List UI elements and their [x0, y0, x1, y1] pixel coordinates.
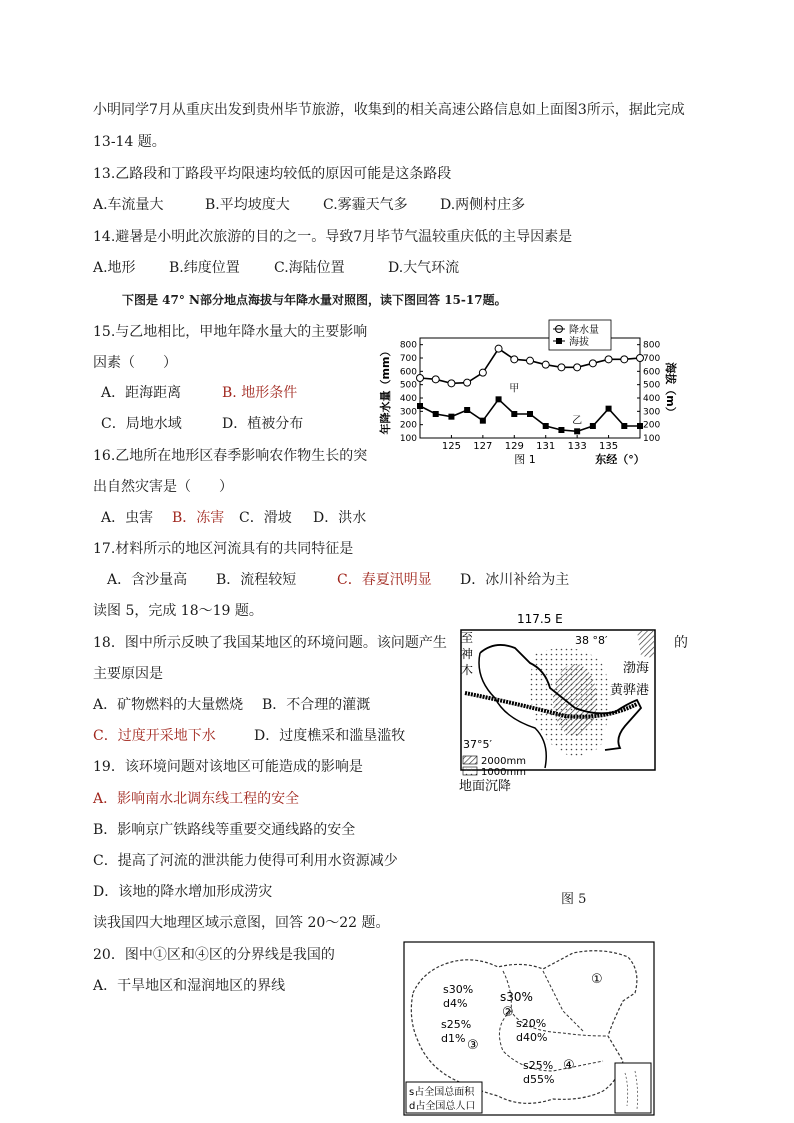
- q18-stem-1-tail: 的: [674, 635, 688, 651]
- q16-stem-2: 出自然灾害是（ ）: [93, 479, 233, 495]
- precip-point: [479, 369, 486, 376]
- to-shenmu-label-2: 神: [461, 647, 474, 661]
- x-tick-label: 133: [567, 441, 587, 452]
- q15-stem-1: 15.与乙地相比，甲地年降水量大的主要影响: [93, 324, 368, 340]
- q13-option-a: A.车流量大: [93, 197, 164, 213]
- read-region-map: 读我国四大地理区域示意图，回答 20～22 题。: [93, 915, 390, 931]
- bohai-label: 渤海: [623, 661, 650, 676]
- y-tick-label-left: 700: [399, 354, 417, 364]
- zone-4-s: s25%: [523, 1059, 554, 1072]
- q18-option-c: C．过度开采地下水: [93, 728, 216, 744]
- land-subsidence-map: [455, 608, 665, 813]
- y-tick-label-left: 800: [399, 340, 417, 351]
- read-figure-5: 读图 5，完成 18～19 题。: [93, 603, 263, 619]
- precip-point: [637, 355, 644, 362]
- q20-option-a: A．干旱地区和湿润地区的界线: [93, 978, 286, 994]
- y-tick-label-left: 400: [399, 394, 417, 404]
- elevation-point: [511, 411, 517, 417]
- precip-point: [417, 375, 424, 382]
- q14-option-a: A.地形: [93, 260, 136, 276]
- plot-frame: [420, 338, 640, 438]
- to-shenmu-label-1: 至: [461, 631, 474, 645]
- precip-point: [542, 361, 549, 368]
- y-tick-label-right: 600: [643, 367, 661, 378]
- intro-line-2: 13-14 题。: [93, 134, 166, 150]
- precip-point: [448, 380, 455, 387]
- q19-option-b: B．影响京广铁路线等重要交通线路的安全: [93, 822, 356, 838]
- q18-option-b: B．不合理的灌溉: [262, 697, 371, 713]
- q13-option-b: B.平均坡度大: [205, 197, 290, 213]
- zone-1-label: ①: [591, 972, 603, 987]
- q19-stem: 19．该环境问题对该地区可能造成的影响是: [93, 759, 363, 775]
- to-shenmu-label-3: 木: [461, 663, 474, 677]
- x-tick-label: 125: [441, 441, 461, 452]
- q19-option-c: C．提高了河流的泄洪能力使得可利用水资源减少: [93, 853, 398, 869]
- lat-bottom-label: 37°5′: [463, 738, 492, 751]
- legend-1000: 1000mm: [481, 767, 526, 778]
- q17-option-d: D．冰川补给为主: [460, 572, 570, 588]
- y-tick-label-right: 300: [643, 407, 661, 418]
- q16-option-c: C．滑坡: [239, 510, 292, 526]
- elevation-point: [417, 403, 423, 409]
- annotation-yi: 乙: [572, 415, 583, 427]
- elevation-point: [574, 428, 580, 434]
- precip-point: [589, 360, 596, 367]
- elevation-point: [543, 423, 549, 429]
- q16-stem-1: 16.乙地所在地形区春季影响农作物生长的突: [93, 448, 368, 464]
- subsidence-2000-zone: [553, 664, 597, 736]
- zone-3-s: s30%: [500, 990, 533, 1004]
- annotation-jia: 甲: [509, 383, 520, 395]
- port-label: 黄骅港: [610, 683, 650, 698]
- q13-option-c: C.雾霾天气多: [323, 197, 408, 213]
- inset-box: [615, 1063, 651, 1113]
- q18-option-d: D．过度樵采和滥垦滥牧: [254, 728, 406, 744]
- q17-stem: 17.材料所示的地区河流具有的共同特征是: [93, 541, 354, 557]
- q20-stem: 20．图中①区和④区的分界线是我国的: [93, 947, 335, 963]
- legend-area: s占全国总面积: [409, 1087, 475, 1098]
- precip-point: [495, 345, 502, 352]
- elevation-point: [621, 423, 627, 429]
- q18-stem-2: 主要原因是: [93, 666, 163, 682]
- zone-3-s-val: s25%: [441, 1018, 472, 1031]
- precip-point: [432, 376, 439, 383]
- y-tick-label-left: 200: [399, 420, 417, 431]
- legend-population: d占全国总人口: [409, 1101, 476, 1112]
- precip-point: [621, 356, 628, 363]
- legend-hatch-icon: [463, 756, 477, 764]
- x-tick-label: 131: [536, 441, 556, 452]
- q18-option-a: A．矿物燃料的大量燃烧: [93, 697, 244, 713]
- q17-option-c: C．春夏汛明显: [337, 572, 432, 588]
- y-tick-label-right: 100: [643, 434, 661, 444]
- figure-5-caption: 图 5: [561, 892, 587, 907]
- q15-option-c: C．局地水域: [101, 416, 182, 432]
- elevation-point: [558, 427, 564, 433]
- zone-2-d: d40%: [516, 1031, 548, 1044]
- intro-line-1: 小明同学7月从重庆出发到贵州毕节旅游，收集到的相关高速公路信息如上面图3所示，据此完成: [93, 102, 685, 118]
- precip-point: [511, 356, 518, 363]
- zone-1-d: d4%: [443, 997, 468, 1010]
- china-regions-map: [403, 941, 655, 1116]
- zone-1-s: s30%: [443, 983, 474, 996]
- longitude-label: 117.5 E: [517, 612, 563, 626]
- elevation-point: [527, 411, 533, 417]
- precip-point: [527, 357, 534, 364]
- y-tick-label-left: 500: [399, 380, 417, 391]
- y-tick-label-left: 300: [399, 407, 417, 418]
- precip-point: [605, 356, 612, 363]
- legend-2000: 2000mm: [481, 756, 526, 767]
- q16-option-b: B．冻害: [172, 510, 225, 526]
- x-tick-label: 127: [473, 441, 493, 452]
- q17-option-b: B．流程较短: [216, 572, 297, 588]
- zone-3-label: ③: [467, 1038, 479, 1053]
- zone-3-d-val: d1%: [441, 1032, 466, 1045]
- y-axis-label-right: 海拔（m）: [664, 362, 677, 418]
- zone-4-label: ④: [563, 1058, 575, 1073]
- q13-option-d: D.两侧村庄多: [440, 197, 526, 213]
- q18-stem-1: 18．图中所示反映了我国某地区的环境问题。该问题产生: [93, 635, 447, 651]
- series-line-precipitation: [420, 349, 640, 384]
- zone-4-d: d55%: [523, 1073, 555, 1086]
- q14-stem: 14.避暑是小明此次旅游的目的之一。导致7月毕节气温较重庆低的主导因素是: [93, 229, 573, 245]
- legend-precip: 降水量: [569, 325, 599, 336]
- precip-point: [558, 364, 565, 371]
- q14-option-b: B.纬度位置: [169, 260, 240, 276]
- q13-stem: 13.乙路段和丁路段平均限速均较低的原因可能是这条路段: [93, 166, 452, 182]
- y-tick-label-right: 400: [643, 394, 661, 404]
- y-tick-label-right: 700: [643, 354, 661, 364]
- precipitation-elevation-chart: [375, 318, 675, 468]
- x-axis-label: 东经（°）: [595, 453, 645, 466]
- lat-top-label: 38 °8′: [575, 634, 608, 647]
- x-tick-label: 135: [599, 441, 619, 452]
- elevation-point: [464, 407, 470, 413]
- elevation-point: [606, 406, 612, 412]
- q19-option-a: A．影响南水北调东线工程的安全: [93, 791, 300, 807]
- elevation-point: [637, 423, 643, 429]
- legend-dots-icon: [463, 767, 477, 775]
- chart-caption: 图 1: [514, 453, 536, 466]
- x-tick-label: 129: [504, 441, 524, 452]
- precip-point: [464, 379, 471, 386]
- q15-option-a: A．距海距离: [101, 385, 182, 401]
- q15-option-b: B. 地形条件: [222, 385, 298, 401]
- chart-legend: [549, 320, 611, 350]
- q14-option-d: D.大气环流: [388, 260, 460, 276]
- y-tick-label-right: 500: [643, 380, 661, 391]
- zone-2-s: s20%: [516, 1017, 547, 1030]
- fig1-intro: 下图是 47° N部分地点海拔与年降水量对照图，读下图回答 15-17题。: [122, 293, 507, 307]
- y-tick-label-left: 100: [399, 434, 417, 444]
- q15-stem-2: 因素（ ）: [93, 355, 177, 371]
- q15-option-d: D．植被分布: [222, 416, 304, 432]
- q14-option-c: C.海陆位置: [274, 260, 345, 276]
- elevation-point: [448, 414, 454, 420]
- y-tick-label-right: 200: [643, 420, 661, 431]
- elevation-point: [496, 396, 502, 402]
- precip-point: [574, 364, 581, 371]
- elevation-point: [433, 411, 439, 417]
- q17-option-a: A．含沙量高: [107, 572, 188, 588]
- y-tick-label-right: 800: [643, 340, 661, 351]
- q19-option-d: D．该地的降水增加形成涝灾: [93, 884, 273, 900]
- y-tick-label-left: 600: [399, 367, 417, 378]
- elevation-point: [590, 423, 596, 429]
- elevation-point: [480, 418, 486, 424]
- zone-2-label: ②: [502, 1005, 514, 1020]
- y-axis-label-left: 年降水量（mm）: [379, 345, 392, 435]
- legend-elev: 海拔: [569, 337, 589, 348]
- map-title: 地面沉降: [459, 779, 512, 794]
- q16-option-d: D．洪水: [313, 510, 367, 526]
- q16-option-a: A．虫害: [101, 510, 154, 526]
